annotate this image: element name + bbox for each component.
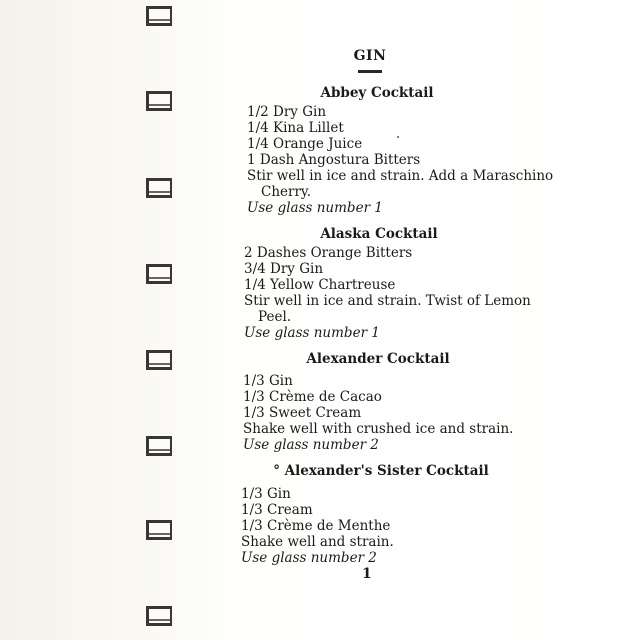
ingredient: 1/3 Sweet Cream xyxy=(243,405,362,421)
page-number: 1 xyxy=(362,566,372,582)
ingredient: 1/2 Dry Gin xyxy=(247,104,327,120)
ingredient: 1/3 Gin xyxy=(241,486,291,502)
spiral-binding-ring xyxy=(146,606,172,626)
ingredient: 1/3 Crème de Menthe xyxy=(241,518,391,534)
instruction-continued: Peel. xyxy=(258,309,292,325)
heading-underline xyxy=(358,70,382,73)
instruction-continued: Cherry. xyxy=(261,184,312,200)
ingredient: 1/3 Cream xyxy=(241,502,313,518)
recipe-title: Alaska Cocktail xyxy=(320,226,438,242)
recipe-alexander-cocktail xyxy=(243,351,533,453)
ingredient: 1/4 Kina Lillet xyxy=(247,120,344,136)
spiral-binding-ring xyxy=(146,350,172,370)
recipe-title: ° Alexander's Sister Cocktail xyxy=(273,463,489,479)
spiral-binding-ring xyxy=(146,436,172,456)
instruction: Shake well and strain. xyxy=(241,534,394,550)
ingredient: 1 Dash Angostura Bitters xyxy=(247,152,421,168)
ingredient: 1/4 Orange Juice xyxy=(247,136,363,152)
ingredient: 1/3 Crème de Cacao xyxy=(243,389,382,405)
recipe-abbey-cocktail xyxy=(247,85,554,216)
section-heading: GIN xyxy=(353,48,387,64)
ingredient: 3/4 Dry Gin xyxy=(244,261,324,277)
recipe-title: Alexander Cocktail xyxy=(306,351,450,367)
glass-note: Use glass number 1 xyxy=(244,325,380,341)
ingredient: 2 Dashes Orange Bitters xyxy=(244,245,413,261)
glass-note: Use glass number 2 xyxy=(243,437,379,453)
glass-note: Use glass number 1 xyxy=(247,200,383,216)
spiral-binding-ring xyxy=(146,91,172,111)
instruction: Shake well with crushed ice and strain. xyxy=(243,421,514,437)
instruction: Stir well in ice and strain. Add a Maraschino xyxy=(247,168,554,184)
spiral-binding-ring xyxy=(146,6,172,26)
spiral-binding-ring xyxy=(146,520,172,540)
recipe-alaska-cocktail xyxy=(244,226,534,341)
glass-note: Use glass number 2 xyxy=(241,550,377,566)
spiral-binding-ring xyxy=(146,178,172,198)
ingredient: 1/3 Gin xyxy=(243,373,293,389)
instruction: Stir well in ice and strain. Twist of Lemon xyxy=(244,293,531,309)
recipe-alexanders-sister-cocktail xyxy=(241,463,531,566)
ingredient: 1/4 Yellow Chartreuse xyxy=(244,277,396,293)
recipe-title: Abbey Cocktail xyxy=(320,85,434,101)
spiral-binding-ring xyxy=(146,264,172,284)
